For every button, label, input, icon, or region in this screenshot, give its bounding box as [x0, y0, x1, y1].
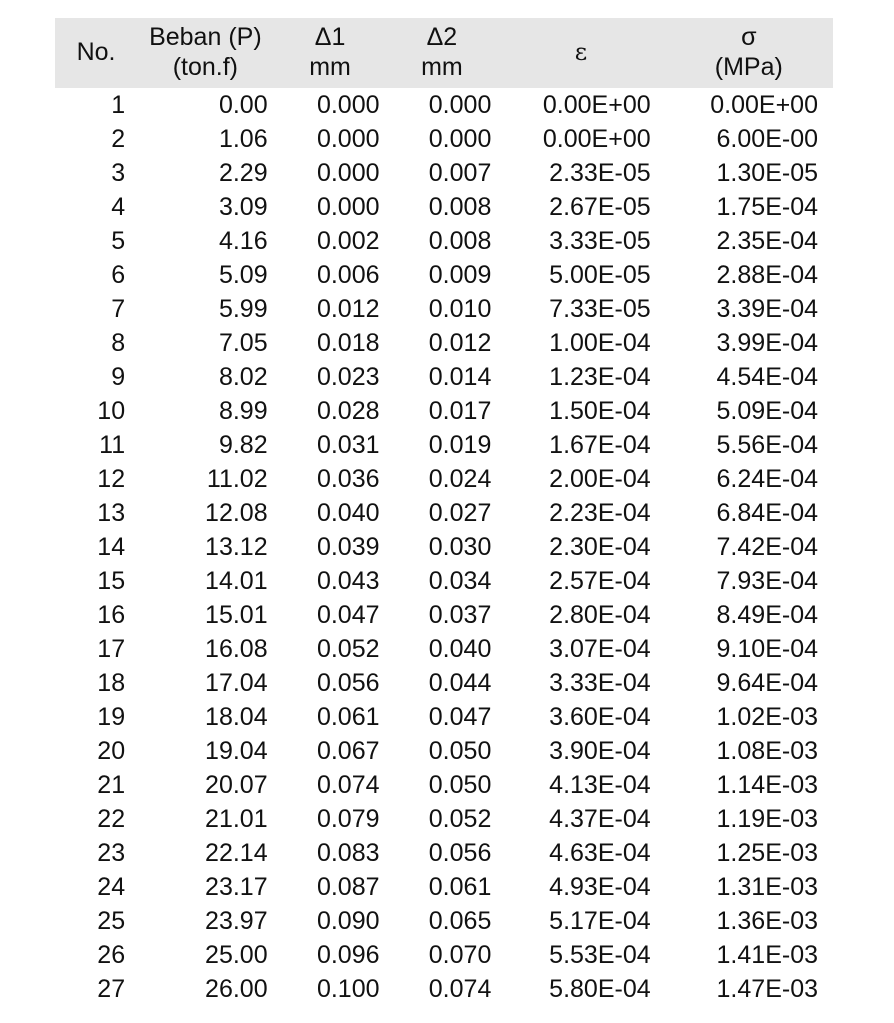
- cell-stress: 4.54E-04: [716, 363, 818, 391]
- cell-delta2: 0.074: [428, 975, 492, 1003]
- cell-strain: 5.53E-04: [549, 941, 651, 969]
- cell-no: 26: [97, 941, 126, 969]
- cell-load: 21.01: [205, 805, 268, 833]
- cell-delta2: 0.070: [428, 941, 492, 969]
- cell-stress: 1.47E-03: [716, 975, 818, 1003]
- cell-delta2: 0.044: [428, 669, 492, 697]
- cell-no: 19: [97, 703, 126, 731]
- cell-strain: 4.13E-04: [549, 771, 651, 799]
- cell-delta1: 0.083: [316, 839, 380, 867]
- cell-delta2: 0.027: [428, 499, 492, 527]
- cell-delta2: 0.056: [428, 839, 492, 867]
- cell-no: 6: [111, 261, 126, 289]
- table-row: [55, 292, 833, 326]
- cell-no: 11: [99, 431, 126, 459]
- cell-no: 10: [97, 397, 126, 425]
- table-row: [55, 360, 833, 394]
- header-no: [55, 18, 137, 88]
- table-row: [55, 734, 833, 768]
- cell-stress: 1.41E-03: [716, 941, 818, 969]
- cell-delta2: 0.009: [428, 261, 492, 289]
- cell-strain: 5.00E-05: [549, 261, 651, 289]
- cell-delta2: 0.065: [428, 907, 492, 935]
- cell-load: 23.17: [205, 873, 268, 901]
- cell-delta2: 0.012: [428, 329, 492, 357]
- table-row: [55, 122, 833, 156]
- header-no-label: No.: [76, 38, 116, 66]
- cell-no: 7: [111, 295, 126, 323]
- cell-delta2: 0.037: [428, 601, 492, 629]
- cell-load: 3.09: [218, 193, 268, 221]
- cell-load: 11.02: [206, 465, 268, 493]
- cell-delta2: 0.040: [428, 635, 492, 663]
- table-row: [55, 700, 833, 734]
- table-row: [55, 190, 833, 224]
- cell-delta2: 0.050: [428, 737, 492, 765]
- cell-delta2: 0.030: [428, 533, 492, 561]
- header-stress-label: σ: [741, 23, 757, 51]
- cell-stress: 6.00E-00: [716, 125, 818, 153]
- cell-strain: 0.00E+00: [542, 91, 651, 119]
- cell-stress: 3.99E-04: [716, 329, 818, 357]
- cell-delta1: 0.000: [316, 91, 380, 119]
- cell-no: 12: [97, 465, 126, 493]
- cell-no: 24: [97, 873, 126, 901]
- cell-stress: 1.19E-03: [716, 805, 818, 833]
- header-strain: [497, 18, 664, 88]
- header-stress-unit: (MPa): [714, 53, 783, 81]
- cell-load: 8.99: [218, 397, 268, 425]
- cell-load: 22.14: [205, 839, 268, 867]
- cell-delta2: 0.061: [428, 873, 492, 901]
- header-delta2: [387, 18, 498, 88]
- cell-delta1: 0.090: [316, 907, 380, 935]
- cell-strain: 3.60E-04: [549, 703, 651, 731]
- cell-no: 20: [97, 737, 126, 765]
- table-row: [55, 394, 833, 428]
- cell-delta2: 0.008: [428, 193, 492, 221]
- cell-delta2: 0.008: [428, 227, 492, 255]
- cell-load: 2.29: [218, 159, 268, 187]
- cell-strain: 4.93E-04: [549, 873, 651, 901]
- cell-load: 0.00: [218, 91, 268, 119]
- cell-delta2: 0.010: [428, 295, 492, 323]
- header-stress: [665, 18, 833, 88]
- cell-delta1: 0.002: [316, 227, 380, 255]
- cell-stress: 0.00E+00: [710, 91, 818, 119]
- cell-delta1: 0.079: [316, 805, 380, 833]
- cell-load: 16.08: [205, 635, 268, 663]
- cell-delta1: 0.036: [316, 465, 380, 493]
- cell-load: 5.99: [218, 295, 268, 323]
- cell-no: 14: [97, 533, 126, 561]
- cell-stress: 1.08E-03: [716, 737, 818, 765]
- table-row: [55, 598, 833, 632]
- table-header: [55, 18, 833, 88]
- cell-delta1: 0.000: [316, 125, 380, 153]
- cell-load: 5.09: [218, 261, 268, 289]
- table-row: [55, 428, 833, 462]
- cell-stress: 1.25E-03: [716, 839, 818, 867]
- load-test-table: [55, 18, 833, 1006]
- table-row: [55, 972, 833, 1006]
- cell-strain: 7.33E-05: [549, 295, 651, 323]
- cell-delta1: 0.056: [316, 669, 380, 697]
- table-row: [55, 224, 833, 258]
- cell-stress: 1.31E-03: [716, 873, 818, 901]
- cell-stress: 1.14E-03: [716, 771, 818, 799]
- cell-delta1: 0.087: [316, 873, 380, 901]
- cell-delta2: 0.017: [428, 397, 492, 425]
- cell-strain: 1.50E-04: [549, 397, 651, 425]
- cell-delta2: 0.019: [428, 431, 492, 459]
- cell-delta1: 0.074: [316, 771, 380, 799]
- table-row: [55, 326, 833, 360]
- header-delta1-unit: mm: [309, 53, 351, 81]
- cell-stress: 5.09E-04: [716, 397, 818, 425]
- cell-delta1: 0.067: [316, 737, 380, 765]
- table-body: [55, 88, 833, 1006]
- cell-delta1: 0.028: [316, 397, 380, 425]
- cell-delta2: 0.000: [428, 125, 492, 153]
- cell-delta1: 0.043: [316, 567, 380, 595]
- cell-load: 13.12: [205, 533, 268, 561]
- cell-stress: 1.36E-03: [716, 907, 818, 935]
- table-row: [55, 802, 833, 836]
- cell-load: 14.01: [205, 567, 268, 595]
- cell-no: 3: [111, 159, 126, 187]
- cell-delta1: 0.061: [316, 703, 380, 731]
- header-strain-label: ε: [574, 38, 588, 66]
- table-row: [55, 904, 833, 938]
- cell-strain: 3.07E-04: [549, 635, 651, 663]
- cell-load: 12.08: [205, 499, 268, 527]
- cell-strain: 2.80E-04: [549, 601, 651, 629]
- cell-stress: 6.24E-04: [716, 465, 818, 493]
- cell-delta1: 0.006: [316, 261, 380, 289]
- cell-stress: 8.49E-04: [716, 601, 818, 629]
- cell-delta2: 0.050: [428, 771, 492, 799]
- table-row: [55, 870, 833, 904]
- table-row: [55, 938, 833, 972]
- cell-stress: 6.84E-04: [716, 499, 818, 527]
- cell-delta1: 0.096: [316, 941, 380, 969]
- cell-strain: 5.17E-04: [549, 907, 651, 935]
- cell-stress: 2.88E-04: [716, 261, 818, 289]
- table-row: [55, 496, 833, 530]
- table-row: [55, 156, 833, 190]
- cell-delta1: 0.039: [316, 533, 380, 561]
- header-load: [137, 18, 274, 88]
- cell-stress: 5.56E-04: [716, 431, 818, 459]
- table-row: [55, 258, 833, 292]
- cell-delta2: 0.007: [428, 159, 492, 187]
- cell-load: 8.02: [218, 363, 268, 391]
- cell-no: 13: [97, 499, 126, 527]
- table-row: [55, 632, 833, 666]
- cell-delta2: 0.047: [428, 703, 492, 731]
- cell-load: 17.04: [205, 669, 268, 697]
- cell-no: 27: [97, 975, 126, 1003]
- cell-no: 8: [111, 329, 126, 357]
- cell-no: 5: [111, 227, 126, 255]
- cell-delta1: 0.000: [316, 159, 380, 187]
- header-row: [55, 18, 833, 88]
- cell-delta1: 0.018: [316, 329, 380, 357]
- cell-stress: 9.64E-04: [716, 669, 818, 697]
- header-delta1-label: Δ1: [314, 23, 346, 51]
- cell-load: 19.04: [205, 737, 268, 765]
- data-sheet: [55, 18, 833, 1006]
- cell-strain: 2.30E-04: [549, 533, 651, 561]
- cell-stress: 3.39E-04: [716, 295, 818, 323]
- header-delta1: [274, 18, 387, 88]
- cell-no: 4: [111, 193, 126, 221]
- cell-load: 9.82: [218, 431, 268, 459]
- cell-delta1: 0.040: [316, 499, 380, 527]
- cell-no: 18: [97, 669, 126, 697]
- cell-no: 17: [97, 635, 126, 663]
- cell-no: 23: [97, 839, 126, 867]
- cell-stress: 1.75E-04: [716, 193, 818, 221]
- cell-strain: 4.37E-04: [549, 805, 651, 833]
- cell-strain: 2.00E-04: [549, 465, 651, 493]
- cell-stress: 7.93E-04: [716, 567, 818, 595]
- cell-strain: 1.67E-04: [549, 431, 651, 459]
- cell-load: 20.07: [205, 771, 268, 799]
- cell-delta1: 0.012: [316, 295, 380, 323]
- table-row: [55, 666, 833, 700]
- cell-stress: 2.35E-04: [716, 227, 818, 255]
- cell-strain: 3.33E-04: [549, 669, 651, 697]
- cell-no: 15: [97, 567, 126, 595]
- cell-delta2: 0.000: [428, 91, 492, 119]
- cell-no: 25: [97, 907, 126, 935]
- cell-no: 1: [111, 91, 126, 119]
- cell-delta2: 0.052: [428, 805, 492, 833]
- cell-stress: 1.02E-03: [716, 703, 818, 731]
- table-row: [55, 530, 833, 564]
- cell-load: 25.00: [205, 941, 268, 969]
- header-load-label: Beban (P): [149, 23, 262, 51]
- cell-no: 2: [111, 125, 126, 153]
- cell-load: 4.16: [218, 227, 268, 255]
- cell-strain: 3.90E-04: [549, 737, 651, 765]
- cell-load: 26.00: [205, 975, 268, 1003]
- cell-load: 1.06: [218, 125, 268, 153]
- cell-delta1: 0.100: [316, 975, 380, 1003]
- header-load-unit: (ton.f): [172, 53, 238, 81]
- cell-no: 21: [97, 771, 126, 799]
- cell-delta1: 0.000: [316, 193, 380, 221]
- cell-load: 15.01: [205, 601, 268, 629]
- cell-load: 18.04: [205, 703, 268, 731]
- cell-strain: 5.80E-04: [549, 975, 651, 1003]
- table-row: [55, 564, 833, 598]
- cell-strain: 1.23E-04: [549, 363, 651, 391]
- cell-delta2: 0.024: [428, 465, 492, 493]
- cell-no: 22: [97, 805, 126, 833]
- cell-strain: 2.23E-04: [549, 499, 651, 527]
- cell-no: 16: [97, 601, 126, 629]
- table-row: [55, 88, 833, 122]
- cell-strain: 2.33E-05: [549, 159, 651, 187]
- header-delta2-label: Δ2: [426, 23, 458, 51]
- cell-strain: 3.33E-05: [549, 227, 651, 255]
- cell-no: 9: [111, 363, 126, 391]
- cell-delta1: 0.023: [316, 363, 380, 391]
- header-delta2-unit: mm: [421, 53, 463, 81]
- cell-strain: 2.57E-04: [549, 567, 651, 595]
- table-row: [55, 768, 833, 802]
- cell-stress: 7.42E-04: [716, 533, 818, 561]
- cell-load: 7.05: [218, 329, 268, 357]
- cell-delta2: 0.014: [428, 363, 492, 391]
- cell-stress: 1.30E-05: [716, 159, 818, 187]
- cell-strain: 0.00E+00: [542, 125, 651, 153]
- table-row: [55, 836, 833, 870]
- cell-strain: 2.67E-05: [549, 193, 651, 221]
- cell-strain: 1.00E-04: [549, 329, 651, 357]
- cell-strain: 4.63E-04: [549, 839, 651, 867]
- cell-delta1: 0.047: [316, 601, 380, 629]
- cell-delta1: 0.052: [316, 635, 380, 663]
- cell-stress: 9.10E-04: [716, 635, 818, 663]
- cell-load: 23.97: [205, 907, 268, 935]
- table-row: [55, 462, 833, 496]
- cell-delta2: 0.034: [428, 567, 492, 595]
- cell-delta1: 0.031: [316, 431, 380, 459]
